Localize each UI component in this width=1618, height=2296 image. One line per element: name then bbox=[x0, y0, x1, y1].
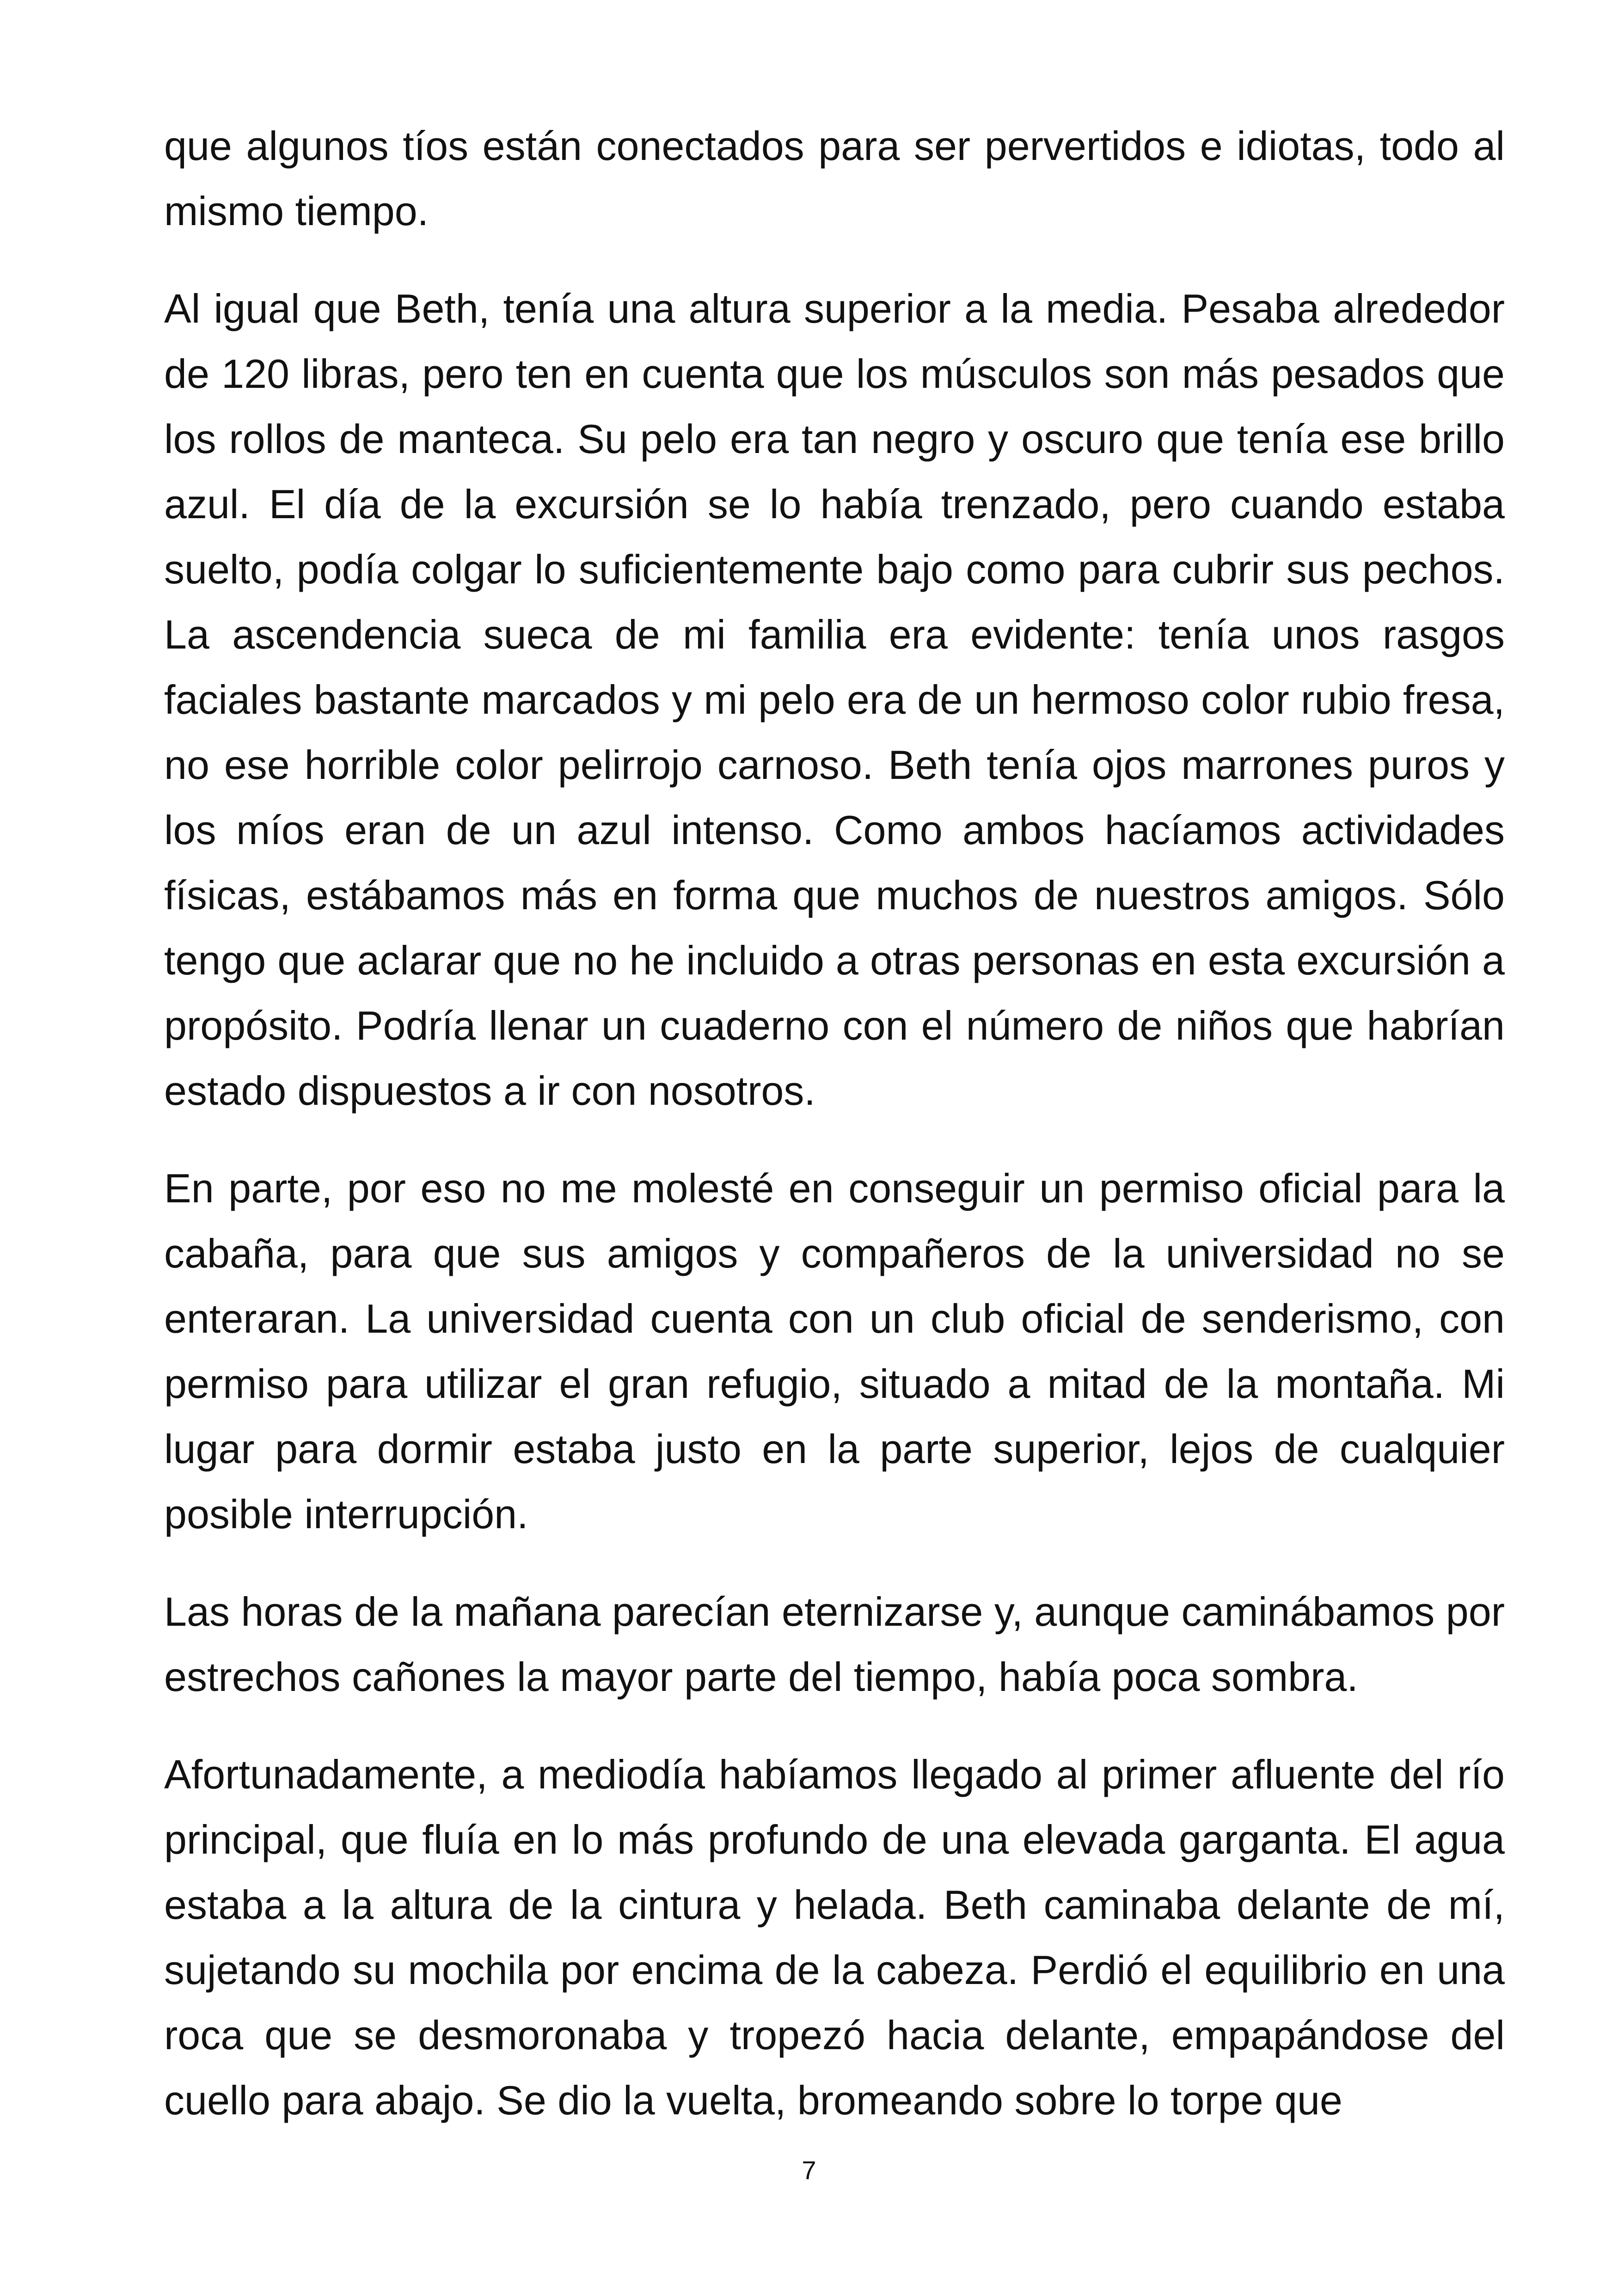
paragraph: que algunos tíos están conectados para ser pervertidos e idiotas, todo al mismo tiempo. bbox=[164, 123, 1505, 234]
page-number: 7 bbox=[802, 2155, 816, 2185]
paragraph: Afortunadamente, a mediodía habíamos llegado al primer afluente del río principal, que fluía en lo más profundo de una elevada garganta. El agua estaba a la altura de la cintura y helada. Beth caminaba delante de mí, sujetando su mochila por encima de la cabeza. Perdió el equilibrio en una roca que se desmoronaba y tropezó hacia delante, empapándose del cuello para abajo. Se dio la vuelta, bromeando sobre lo torpe que bbox=[164, 1751, 1505, 2123]
page-body bbox=[164, 113, 1505, 2133]
paragraph: Al igual que Beth, tenía una altura superior a la media. Pesaba alrededor de 120 libras, pero ten en cuenta que los músculos son más pesados que los rollos de manteca. Su pelo era tan negro y oscuro que tenía ese brillo azul. El día de la excursión se lo había trenzado, pero cuando estaba suelto, podía colgar lo suficientemente bajo como para cubrir sus pechos. La ascendencia sueca de mi familia era evidente: tenía unos rasgos faciales bastante marcados y mi pelo era de un hermoso color rubio fresa, no ese horrible color pelirrojo carnoso. Beth tenía ojos marrones puros y los míos eran de un azul intenso. Como ambos hacíamos actividades físicas, estábamos más en forma que muchos de nuestros amigos. Sólo tengo que aclarar que no he incluido a otras personas en esta excursión a propósito. Podría llenar un cuaderno con el número de niños que habrían estado dispuestos a ir con nosotros. bbox=[164, 286, 1505, 1114]
paragraph: En parte, por eso no me molesté en conseguir un permiso oficial para la cabaña, para que sus amigos y compañeros de la universidad no se enteraran. La universidad cuenta con un club oficial de senderismo, con permiso para utilizar el gran refugio, situado a mitad de la montaña. Mi lugar para dormir estaba justo en la parte superior, lejos de cualquier posible interrupción. bbox=[164, 1165, 1505, 1537]
paragraph: Las horas de la mañana parecían eternizarse y, aunque caminábamos por estrechos cañones la mayor parte del tiempo, había poca sombra. bbox=[164, 1589, 1505, 1700]
